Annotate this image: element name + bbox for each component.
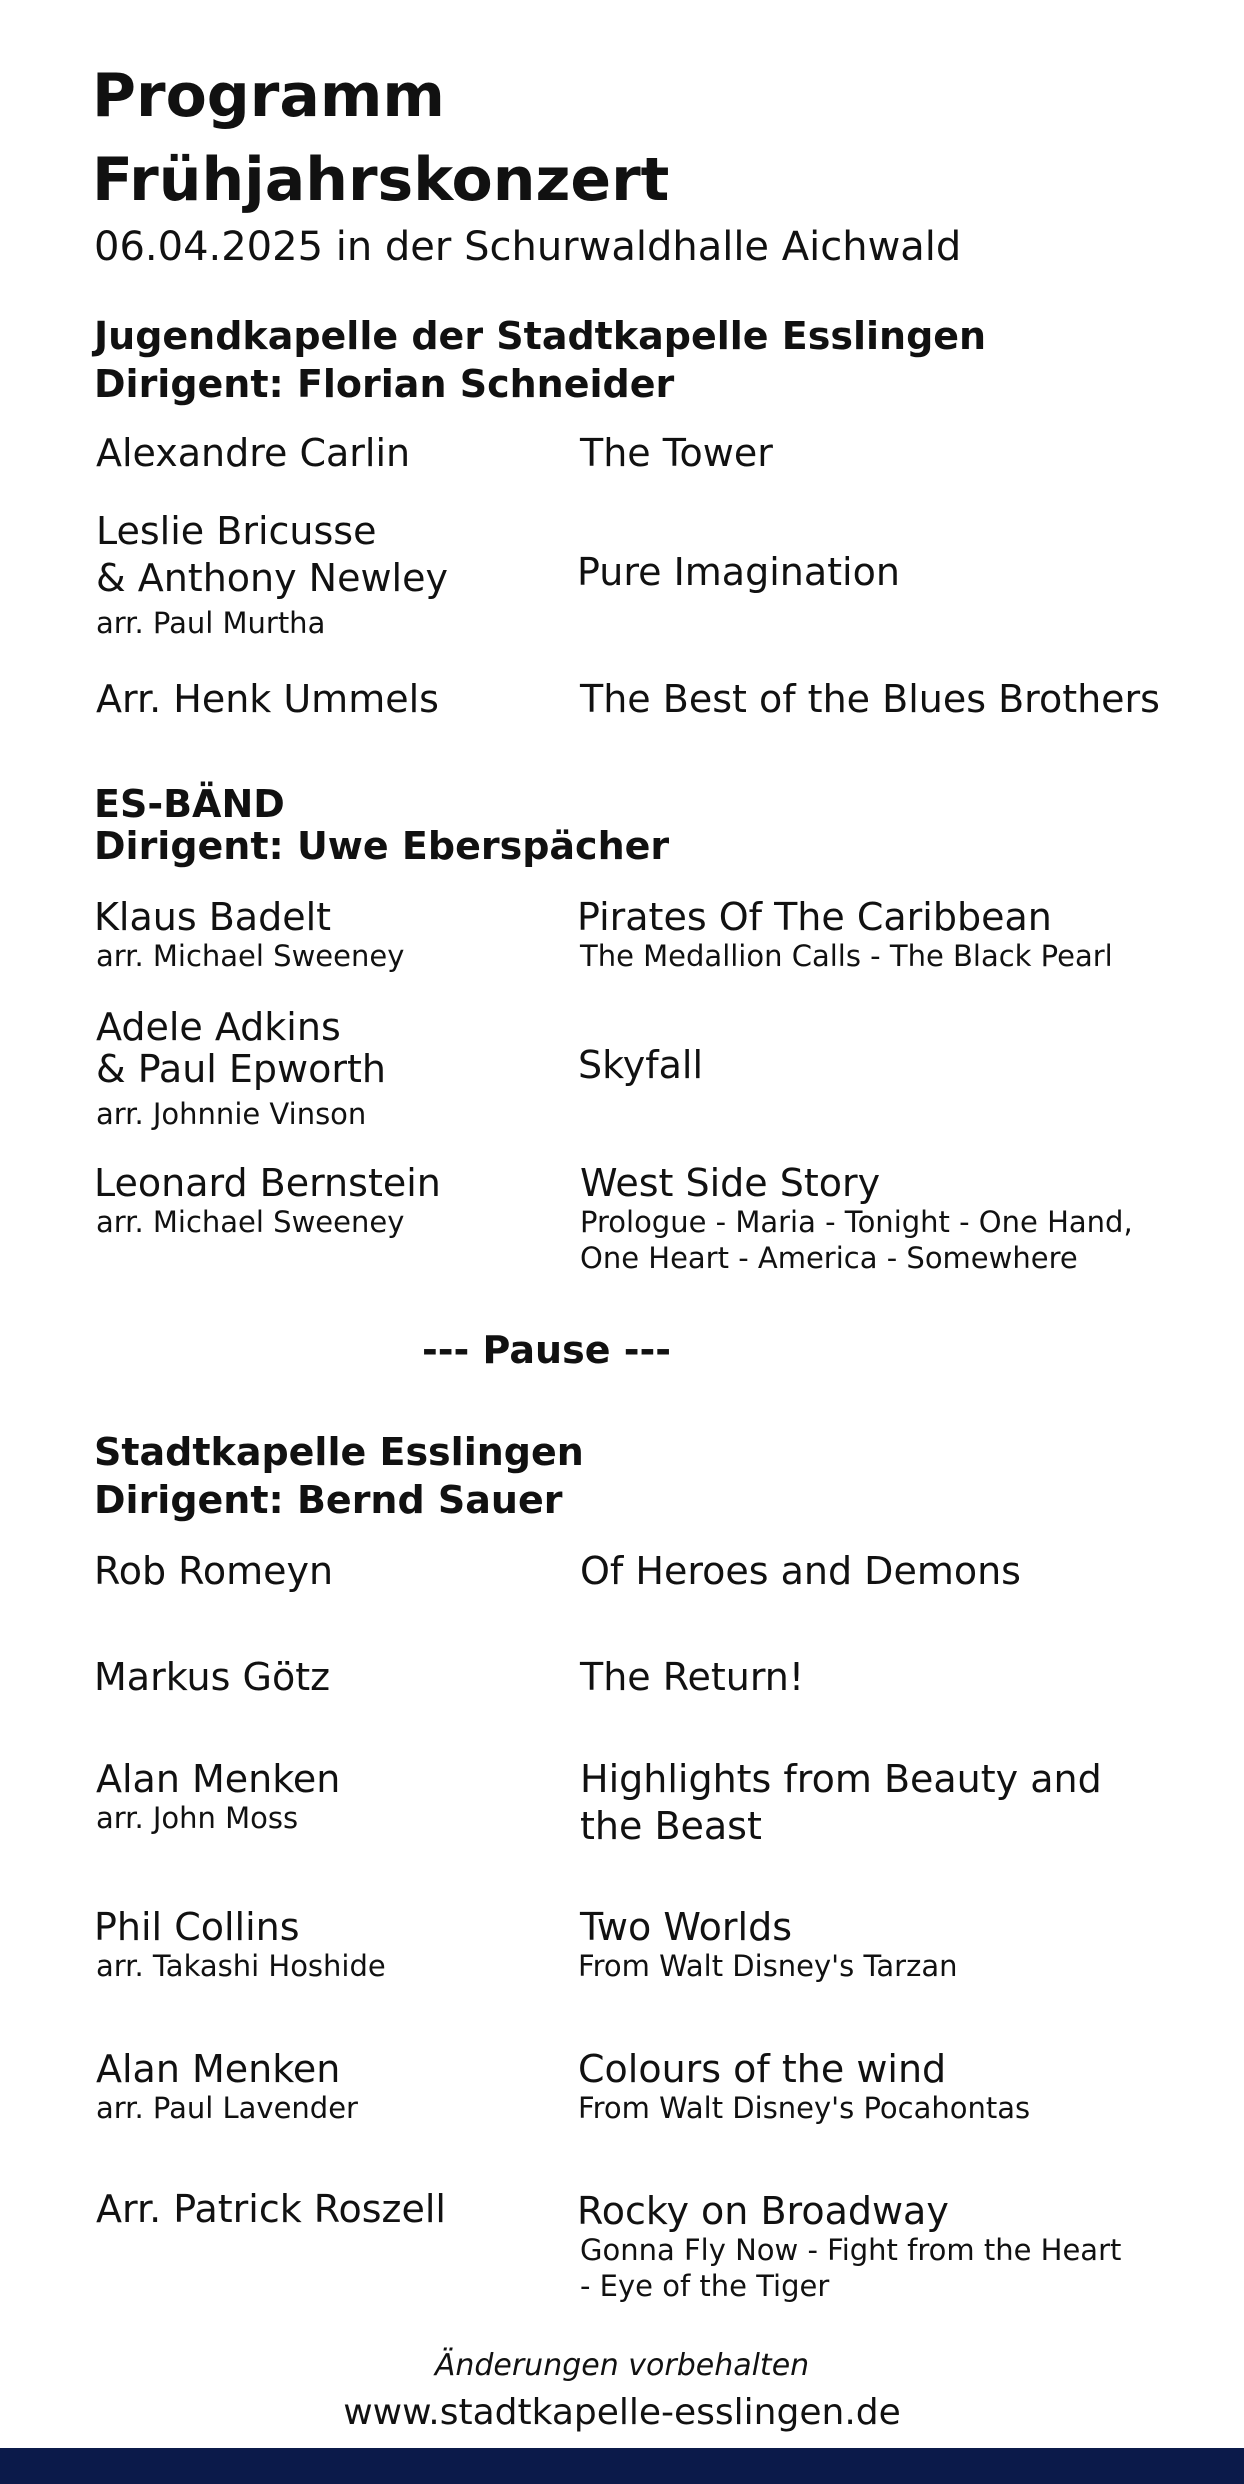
piece-detail: One Heart - America - Somewhere [580, 1241, 1078, 1275]
piece-detail: Prologue - Maria - Tonight - One Hand, [580, 1205, 1133, 1239]
composer: Rob Romeyn [94, 1549, 334, 1593]
piece-title: Skyfall [578, 1043, 704, 1087]
piece-detail: From Walt Disney's Tarzan [578, 1949, 958, 1983]
composer: Alan Menken [96, 2047, 341, 2091]
piece-detail: The Medallion Calls - The Black Pearl [580, 939, 1113, 973]
bottom-bar [0, 2448, 1244, 2484]
piece-detail: Gonna Fly Now - Fight from the Heart [580, 2233, 1122, 2267]
arranger: arr. Johnnie Vinson [96, 1097, 367, 1131]
arranger: arr. Takashi Hoshide [96, 1949, 386, 1983]
composer: Alexandre Carlin [96, 431, 411, 475]
piece-title: The Tower [580, 431, 773, 475]
composer: Arr. Henk Ummels [96, 677, 439, 721]
piece-title: Rocky on Broadway [577, 2189, 949, 2233]
composer: Phil Collins [94, 1905, 300, 1949]
arranger: arr. John Moss [96, 1801, 299, 1835]
piece-title: Highlights from Beauty and [580, 1757, 1102, 1801]
changes-reserved-note: Änderungen vorbehalten [434, 2348, 810, 2383]
section-3-ensemble: Stadtkapelle Esslingen [94, 1430, 584, 1474]
section-1-ensemble: Jugendkapelle der Stadtkapelle Esslingen [94, 314, 987, 358]
page-title-line-1: Programm [92, 61, 445, 131]
composer: Adele Adkins [96, 1005, 341, 1049]
piece-title: Of Heroes and Demons [580, 1549, 1021, 1593]
piece-title: West Side Story [580, 1161, 881, 1205]
piece-detail: From Walt Disney's Pocahontas [578, 2091, 1031, 2125]
piece-detail: - Eye of the Tiger [580, 2269, 830, 2303]
composer: Markus Götz [94, 1655, 331, 1699]
arranger: arr. Michael Sweeney [96, 1205, 405, 1239]
composer: Alan Menken [96, 1757, 341, 1801]
piece-title: The Return! [580, 1655, 805, 1699]
arranger: arr. Michael Sweeney [96, 939, 405, 973]
composer: & Paul Epworth [96, 1047, 386, 1091]
piece-title: Pure Imagination [577, 550, 900, 594]
section-2-conductor: Dirigent: Uwe Eberspächer [94, 824, 670, 868]
composer: & Anthony Newley [96, 556, 448, 600]
composer: Arr. Patrick Roszell [96, 2187, 446, 2231]
section-1-conductor: Dirigent: Florian Schneider [94, 362, 675, 406]
page-title-line-2: Frühjahrskonzert [92, 145, 670, 215]
composer: Leonard Bernstein [94, 1161, 441, 1205]
section-2-ensemble: ES-BÄND [94, 782, 285, 826]
concert-date-venue: 06.04.2025 in der Schurwaldhalle Aichwald [94, 224, 962, 270]
piece-title: Colours of the wind [578, 2047, 947, 2091]
composer: Leslie Bricusse [96, 509, 377, 553]
website-link[interactable]: www.stadtkapelle-esslingen.de [343, 2392, 901, 2433]
section-3-conductor: Dirigent: Bernd Sauer [94, 1478, 563, 1522]
arranger: arr. Paul Murtha [96, 606, 326, 640]
piece-title: Pirates Of The Caribbean [577, 895, 1052, 939]
piece-title-continued: the Beast [580, 1804, 762, 1848]
arranger: arr. Paul Lavender [96, 2091, 358, 2125]
composer: Klaus Badelt [94, 895, 332, 939]
piece-title: The Best of the Blues Brothers [580, 677, 1160, 721]
intermission-label: --- Pause --- [422, 1328, 672, 1372]
piece-title: Two Worlds [580, 1905, 793, 1949]
